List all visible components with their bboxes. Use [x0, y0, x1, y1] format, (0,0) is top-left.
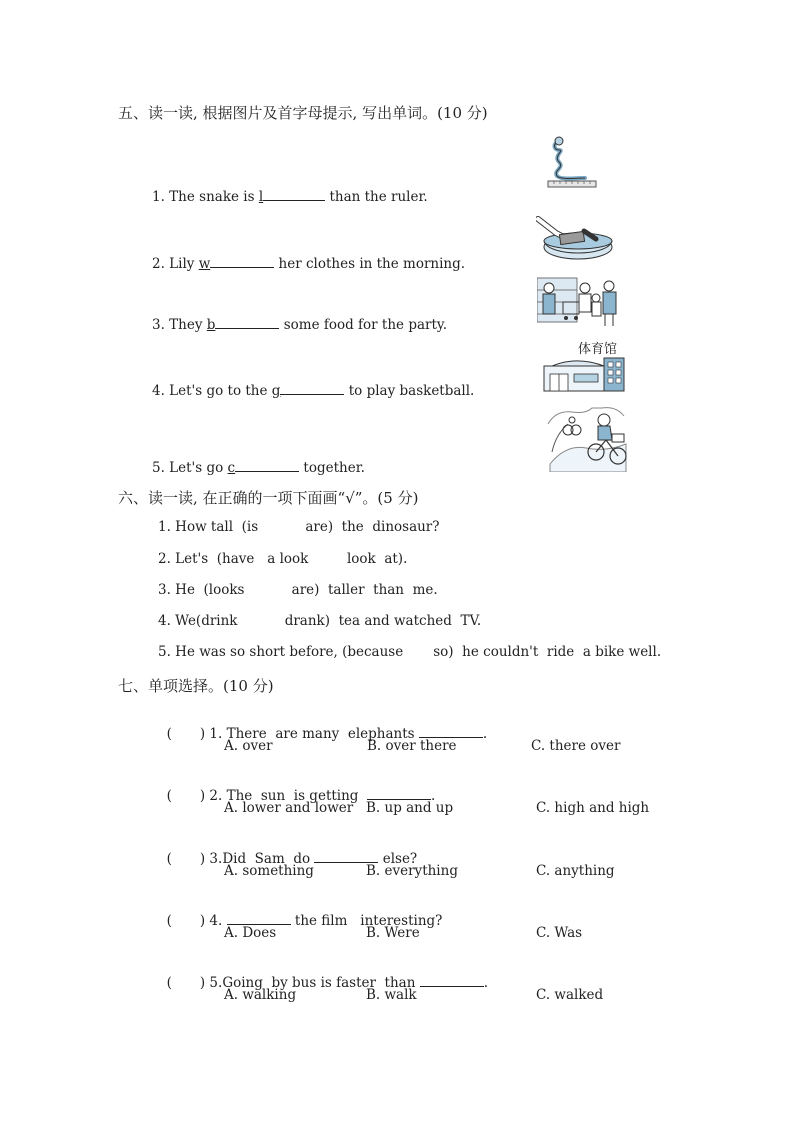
option-a[interactable]: A. lower and lower [224, 800, 354, 816]
answer-blank [227, 910, 291, 925]
item-text: her clothes in the morning. [274, 256, 466, 272]
answer-blank[interactable] [210, 253, 274, 268]
item-text: 2. Lily [152, 256, 199, 272]
answer-paren[interactable]: ( [166, 851, 172, 867]
section-5-item-4 [152, 380, 474, 399]
item-text: 3. They [152, 317, 207, 333]
question-text: ) 2. The sun is getting [199, 788, 368, 804]
cycling-children-icon [546, 404, 628, 472]
question-3 [158, 832, 417, 867]
section-6-item-5[interactable]: 5. He was so short before, (because so) he couldn't ride a bike well. [158, 644, 662, 660]
section-5-item-1 [152, 186, 428, 205]
answer-paren[interactable]: ( [166, 913, 172, 929]
question-text: ) 1. There are many elephants [199, 726, 419, 742]
option-a[interactable]: A. something [224, 863, 314, 879]
answer-blank [420, 972, 484, 987]
item-text: 4. Let's go to the [152, 383, 272, 399]
option-b[interactable]: B. everything [366, 863, 458, 879]
option-b[interactable]: B. Were [366, 925, 420, 941]
hint-letter: l [258, 189, 264, 205]
section-7-heading: 七、单项选择。(10 分) [118, 677, 274, 695]
question-1 [158, 707, 487, 742]
answer-blank[interactable] [235, 457, 299, 472]
question-text: . [483, 975, 488, 991]
gym-building-icon [542, 336, 628, 394]
hint-letter: b [206, 317, 216, 333]
option-c[interactable]: C. Was [536, 925, 583, 941]
option-c[interactable]: C. high and high [536, 800, 650, 816]
question-text: else? [378, 851, 418, 867]
washing-clothes-icon [536, 209, 616, 267]
answer-paren[interactable]: ( [166, 788, 172, 804]
option-a[interactable]: A. walking [224, 987, 297, 1003]
hint-letter: w [198, 256, 211, 272]
section-6-item-2[interactable]: 2. Let's (have a look look at). [158, 551, 408, 567]
section-5-item-5 [152, 457, 365, 476]
hint-letter: g [271, 383, 281, 399]
answer-blank [419, 723, 483, 738]
question-text: . [482, 726, 488, 742]
question-text: the film interesting? [290, 913, 443, 929]
question-text: ) 4. [199, 913, 227, 929]
section-6-item-3[interactable]: 3. He (looks are) taller than me. [158, 582, 438, 598]
section-5-heading: 五、读一读, 根据图片及首字母提示, 写出单词。(10 分) [118, 104, 488, 122]
section-6-item-1[interactable]: 1. How tall (is are) the dinosaur? [158, 519, 440, 535]
option-c[interactable]: C. anything [536, 863, 615, 879]
section-6-item-4[interactable]: 4. We(drink drank) tea and watched TV. [158, 613, 482, 629]
item-text: 5. Let's go [152, 460, 228, 476]
option-b[interactable]: B. walk [366, 987, 417, 1003]
option-c[interactable]: C. there over [531, 738, 621, 754]
question-text: ) 3.Did Sam do [199, 851, 315, 867]
item-text: than the ruler. [325, 189, 428, 205]
answer-blank[interactable] [215, 314, 279, 329]
item-text: together. [299, 460, 365, 476]
item-text: 1. The snake is [152, 189, 259, 205]
option-a[interactable]: A. over [224, 738, 273, 754]
item-text: to play basketball. [344, 383, 475, 399]
shopping-family-icon [537, 274, 621, 328]
answer-paren[interactable]: ( [166, 975, 172, 991]
section-6-heading: 六、读一读, 在正确的一项下面画“√”。(5 分) [118, 489, 419, 507]
hint-letter: c [227, 460, 236, 476]
question-text: ) 5.Going by bus is faster than [199, 975, 420, 991]
answer-blank[interactable] [280, 380, 344, 395]
answer-paren[interactable]: ( [166, 726, 172, 742]
question-text: . [431, 788, 436, 804]
question-5 [158, 956, 488, 991]
answer-blank [367, 785, 431, 800]
gym-label: 体育馆 [578, 342, 618, 357]
snake-ruler-icon [545, 134, 600, 194]
question-4 [158, 894, 442, 929]
option-a[interactable]: A. Does [224, 925, 277, 941]
answer-blank [314, 848, 378, 863]
question-2 [158, 769, 435, 804]
section-5-item-3 [152, 314, 447, 333]
option-b[interactable]: B. up and up [366, 800, 454, 816]
answer-blank[interactable] [263, 186, 325, 201]
section-5-item-2 [152, 253, 465, 272]
item-text: some food for the party. [279, 317, 448, 333]
option-c[interactable]: C. walked [536, 987, 604, 1003]
option-b[interactable]: B. over there [367, 738, 457, 754]
